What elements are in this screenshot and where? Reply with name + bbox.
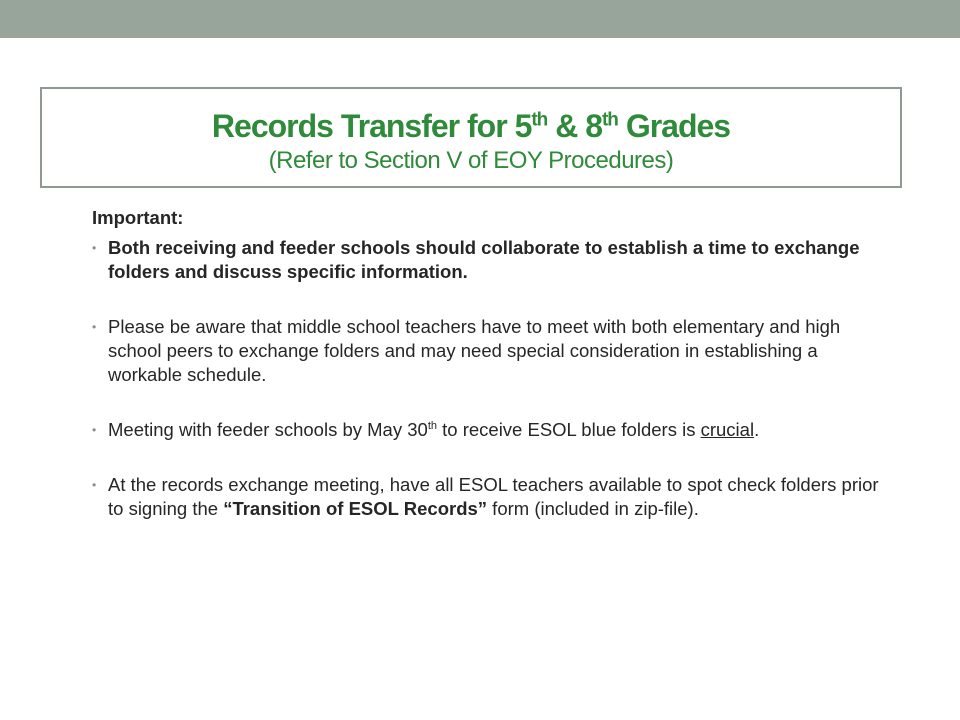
bullet-text: Meeting with feeder schools by May 30th to receive ESOL blue folders is crucial.: [108, 419, 760, 440]
bullet-item-awareness: [92, 315, 892, 387]
bullet-item-meeting-deadline: [92, 418, 892, 442]
bullet-dot-icon: •: [92, 423, 97, 437]
bullet-text: Both receiving and feeder schools should collaborate to establish a time to exchange folders and discuss specific information.: [108, 237, 860, 282]
bullet-text: Please be aware that middle school teachers have to meet with both elementary and high school peers to exchange folders and may need special consideration in establishing a workable schedule.: [108, 316, 841, 385]
bullet-dot-icon: •: [92, 241, 97, 255]
form-name: “Transition of ESOL Records”: [223, 498, 488, 519]
crucial-emphasis: crucial: [700, 419, 755, 440]
bullet-text: At the records exchange meeting, have all ESOL teachers available to spot check folders prior to signing the “Transition of ESOL Records” form (included in zip-file).: [108, 474, 879, 519]
bullet-item-exchange-meeting: [92, 473, 892, 521]
bullet-item-collaborate: [92, 236, 892, 284]
page-title: Records Transfer for 5th & 8th Grades: [211, 108, 731, 144]
important-heading: Important:: [92, 207, 184, 228]
title-box: [40, 87, 902, 188]
slide-content: [92, 206, 892, 552]
bullet-dot-icon: •: [92, 320, 97, 334]
bullet-dot-icon: •: [92, 478, 97, 492]
page-subtitle: (Refer to Section V of EOY Procedures): [268, 147, 674, 174]
top-decorative-bar: [0, 0, 960, 38]
bullet-list: [92, 236, 892, 521]
